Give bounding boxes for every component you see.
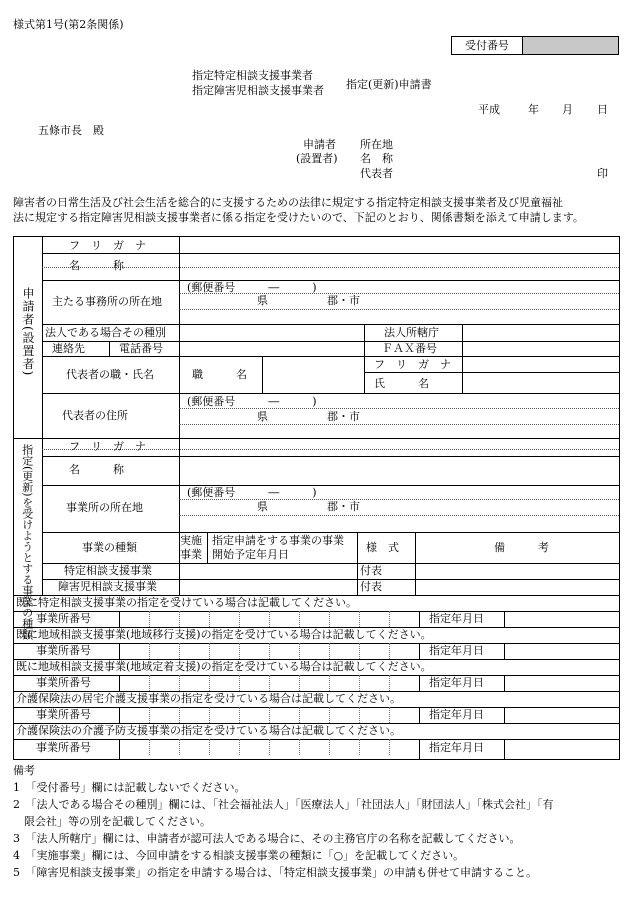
digit-separator (179, 643, 180, 659)
digit-separator (359, 643, 360, 659)
side-label-applicant: 申請者(設置者) (21, 287, 35, 377)
postal-code-3: (郵便番号 ― ) (187, 486, 317, 499)
form-number: 様式第1号(第2条関係) (13, 18, 124, 31)
digit-separator (179, 739, 180, 755)
addressee: 五條市長 殿 (38, 124, 104, 137)
pref-1: 県 (257, 294, 268, 307)
furigana-label: フ リ ガ ナ (69, 239, 146, 252)
biz2-attach: 付表 (360, 580, 382, 593)
existing-1: 既に特定相談支援事業の指定を受けている場合は記載してください。 (16, 596, 357, 609)
phone-label: 電話番号 (119, 342, 163, 355)
main-office-address-label: 主たる事務所の所在地 (52, 295, 162, 308)
digit-separator (149, 707, 150, 723)
digit-separator (299, 675, 300, 691)
digit-separator (149, 675, 150, 691)
biz2-label: 障害児相談支援事業 (58, 580, 157, 593)
date-month: 月 (562, 103, 573, 116)
rep-full-name-label: 氏 名 (374, 377, 429, 390)
applicant-label2: (設置者) (296, 152, 338, 165)
digit-separator (389, 739, 390, 755)
applicant-label: 申請者 (303, 138, 336, 151)
digit-separator (299, 643, 300, 659)
contact-label: 連絡先 (52, 342, 85, 355)
biz1-label: 特定相談支援事業 (64, 564, 152, 577)
office-address-label: 事業所の所在地 (66, 501, 143, 514)
digit-separator (269, 739, 270, 755)
digit-separator (359, 611, 360, 627)
pref-3: 県 (257, 500, 268, 513)
note-3: 3 「法人所轄庁」欄には、申請者が認可法人である場合に、その主務官庁の名称を記載してください。 (13, 832, 521, 846)
digit-separator (239, 739, 240, 755)
gun-city-2: 郡・市 (327, 410, 360, 423)
title-line1: 指定特定相談支援事業者 (192, 69, 313, 82)
digit-separator (149, 739, 150, 755)
note-2-cont: 限会社」等の別を記載してください。 (13, 815, 211, 829)
digit-separator (149, 643, 150, 659)
digit-separator (329, 611, 330, 627)
digit-separator (389, 675, 390, 691)
digit-separator (239, 675, 240, 691)
digit-separator (269, 675, 270, 691)
facility-furigana-label: フ リ ガ ナ (69, 440, 146, 453)
designation-date-1: 指定年月日 (429, 612, 484, 625)
biz1-attach: 付表 (360, 564, 382, 577)
note-2: 2 「法人である場合その種別」欄には、「社会福祉法人」「医療法人」「社団法人」「財団法人」「株式会社」「有 (13, 798, 554, 812)
notes-section (13, 762, 620, 881)
office-no-4: 事業所番号 (36, 708, 91, 721)
corp-authority-label: 法人所轄庁 (384, 326, 439, 339)
designation-date-4: 指定年月日 (429, 708, 484, 721)
digit-separator (239, 707, 240, 723)
date-year: 年 (528, 103, 539, 116)
digit-separator (329, 707, 330, 723)
title-line2: 指定障害児相談支援事業者 (192, 84, 324, 97)
digit-separator (329, 675, 330, 691)
reception-number-field (523, 37, 618, 54)
implement-header: 実施事業 (180, 534, 202, 561)
job-title-label: 職 名 (192, 368, 247, 381)
digit-separator (269, 707, 270, 723)
remarks-col-header: 備 考 (494, 541, 549, 554)
reception-number-label: 受付番号 (452, 37, 523, 54)
digit-separator (299, 611, 300, 627)
form-col-header: 様 式 (366, 541, 399, 554)
existing-5: 介護保険法の介護予防支援事業の指定を受けている場合は記載してください。 (16, 724, 401, 737)
reception-number-box (451, 36, 619, 55)
digit-separator (269, 643, 270, 659)
rep-furigana-label: フ リ ガ ナ (374, 358, 451, 371)
postal-code-2: (郵便番号 ― ) (187, 395, 317, 408)
digit-separator (389, 707, 390, 723)
application-table (13, 236, 620, 760)
digit-separator (179, 675, 180, 691)
digit-separator (389, 611, 390, 627)
office-no-5: 事業所番号 (36, 741, 91, 754)
digit-separator (209, 643, 210, 659)
digit-separator (239, 643, 240, 659)
digit-separator (359, 707, 360, 723)
digit-separator (359, 739, 360, 755)
designation-date-3: 指定年月日 (429, 676, 484, 689)
applicant-rep-label: 代表者 (360, 167, 393, 180)
digit-separator (149, 611, 150, 627)
applicant-address-label: 所在地 (360, 138, 393, 151)
digit-separator (179, 611, 180, 627)
digit-separator (179, 707, 180, 723)
title-suffix: 指定(更新)申請書 (346, 78, 432, 91)
office-no-1: 事業所番号 (36, 612, 91, 625)
gun-city-1: 郡・市 (327, 294, 360, 307)
start-date-header: 指定申請をする事業の事業開始予定年月日 (212, 534, 344, 561)
designation-date-2: 指定年月日 (429, 644, 484, 657)
rep-title-name-label: 代表者の職・氏名 (66, 368, 154, 381)
existing-2: 既に地域相談支援事業(地域移行支援)の指定を受けている場合は記載してください。 (16, 628, 432, 641)
existing-3: 既に地域相談支援事業(地域定着支援)の指定を受けている場合は記載してください。 (16, 660, 432, 673)
corp-type-label: 法人である場合その種別 (45, 326, 166, 339)
facility-name-label: 名 称 (69, 463, 124, 476)
digit-separator (329, 739, 330, 755)
note-1: 1 「受付番号」欄には記載しないでください。 (13, 781, 246, 795)
seal-mark: 印 (597, 167, 608, 180)
existing-4: 介護保険法の居宅介護支援事業の指定を受けている場合は記載してください。 (16, 692, 401, 705)
digit-separator (329, 643, 330, 659)
digit-separator (269, 611, 270, 627)
intro-line2: 法に規定する指定障害児相談支援事業者に係る指定を受けたいので、下記のとおり、関係書類を添えて申請します。 (13, 211, 584, 224)
intro-line1: 障害者の日常生活及び社会生活を総合的に支援するための法律に規定する指定特定相談支援事業者及び児童福祉 (13, 196, 563, 209)
digit-separator (209, 739, 210, 755)
pref-2: 県 (257, 410, 268, 423)
date-era: 平成 (478, 103, 500, 116)
office-no-3: 事業所番号 (36, 676, 91, 689)
rep-address-label: 代表者の住所 (62, 409, 128, 422)
side-label-facility: 指定(更新)を受けようとする事業の種類 (20, 444, 34, 640)
business-type-header: 事業の種類 (82, 541, 137, 554)
applicant-name-label: 名 称 (360, 152, 393, 165)
digit-separator (389, 643, 390, 659)
notes-heading: 備考 (13, 764, 35, 777)
note-4: 4 「実施事業」欄には、今回申請をする相談支援事業の種類に「○」を記載してください。 (13, 849, 465, 863)
digit-separator (359, 675, 360, 691)
gun-city-3: 郡・市 (327, 500, 360, 513)
date-day: 日 (597, 103, 608, 116)
name-label: 名 称 (69, 259, 124, 272)
designation-date-5: 指定年月日 (429, 741, 484, 754)
digit-separator (209, 675, 210, 691)
digit-separator (299, 707, 300, 723)
digit-separator (299, 739, 300, 755)
office-no-2: 事業所番号 (36, 644, 91, 657)
note-5: 5 「障害児相談支援事業」の指定を申請する場合は、「特定相談支援事業」の申請も併せて申請すること。 (13, 866, 537, 880)
fax-label: ＦＡＸ番号 (382, 342, 437, 355)
digit-separator (209, 707, 210, 723)
digit-separator (239, 611, 240, 627)
postal-code-1: (郵便番号 ― ) (187, 281, 317, 294)
digit-separator (209, 611, 210, 627)
